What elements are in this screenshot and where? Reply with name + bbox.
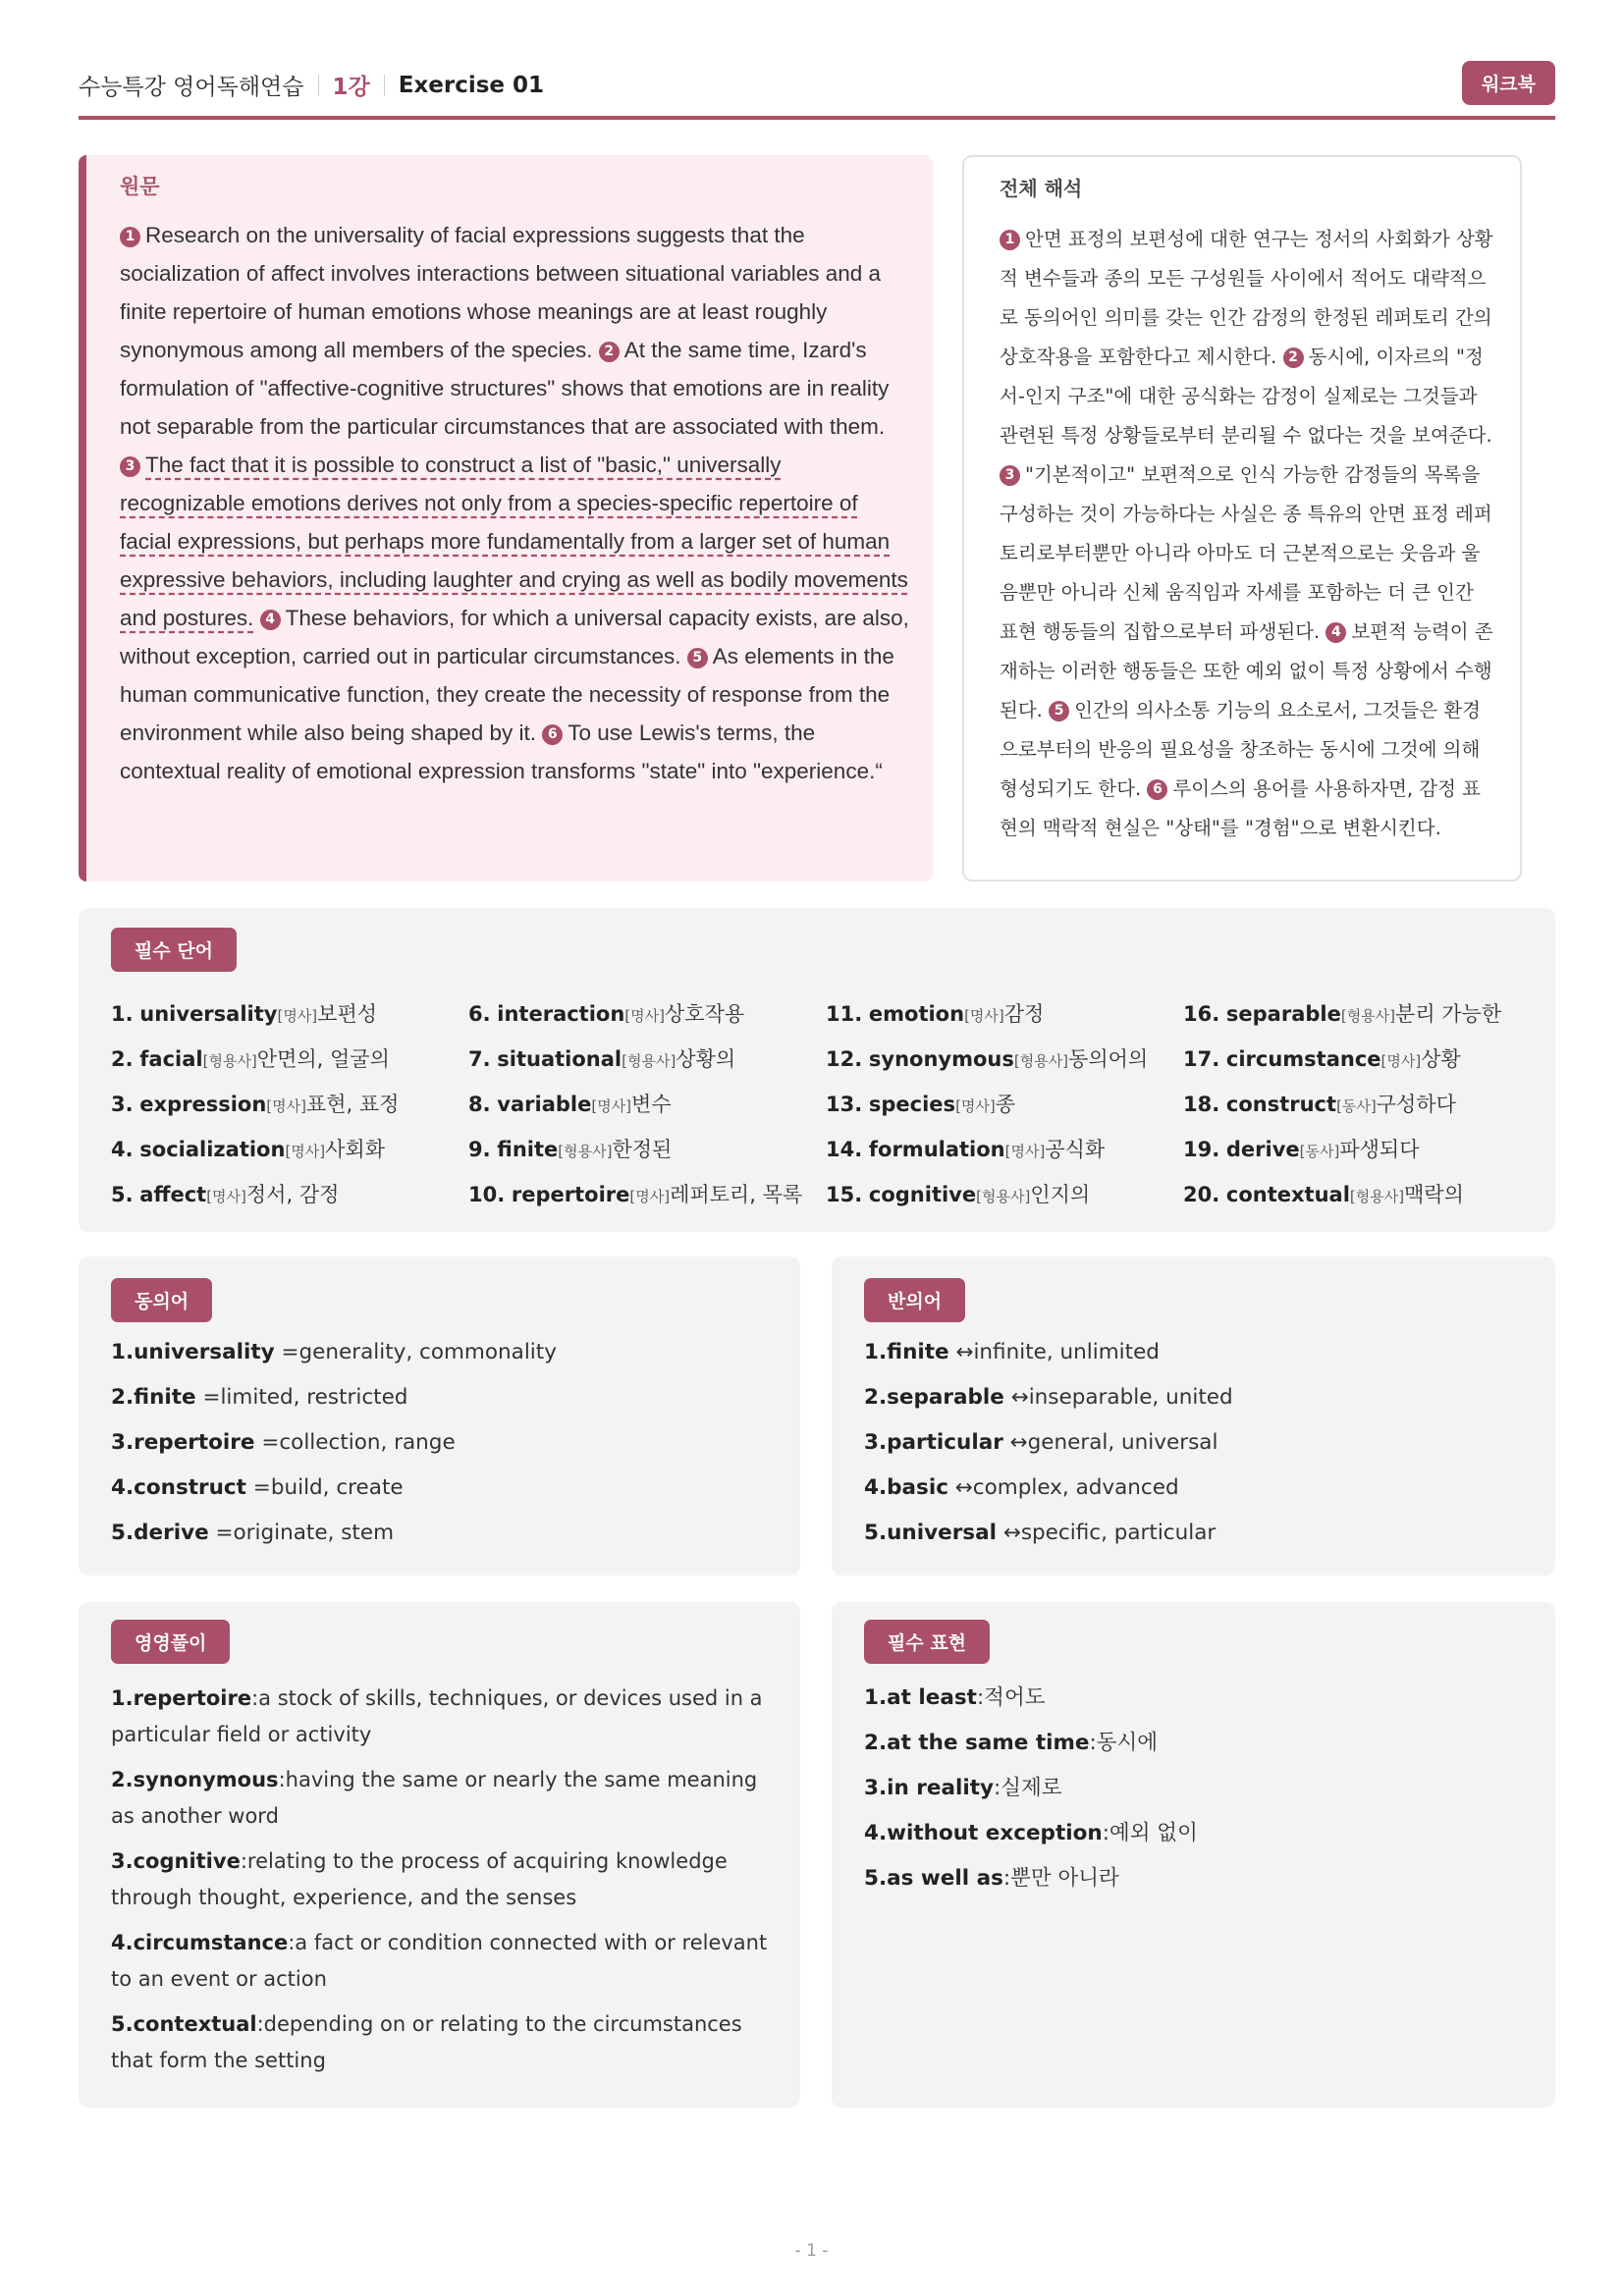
part-of-speech: [형용사] [1013,1052,1069,1070]
vocab-word: circumstance [1225,1047,1381,1071]
expressions-list [864,1681,1198,1906]
list-item [864,1861,1198,1906]
book-title: 수능특강 영어독해연습 [79,75,304,100]
vocab-item [468,1134,826,1179]
vocab-item [111,1179,468,1224]
term: 5.universal [864,1521,997,1545]
vocabulary-label: 필수 단어 [111,928,237,972]
sentence-number: 6 [1147,779,1167,800]
sentence-number: 1 [120,227,140,247]
sentence-number: 1 [1000,230,1020,250]
term-value: =limited, restricted [195,1385,408,1410]
term-value: ↔general, universal [1002,1430,1218,1455]
list-item [111,2006,779,2079]
vocab-meaning: 레퍼토리, 목록 [670,1183,803,1206]
sentence-number: 2 [599,342,620,362]
term: 5.derive [111,1521,209,1545]
part-of-speech: [형용사] [1340,1007,1396,1025]
vocab-word: 2. [111,1047,134,1071]
vocab-meaning: 감정 [1003,1002,1045,1026]
list-item [864,1385,1233,1430]
vocab-word: derive [1225,1138,1300,1161]
synonyms-list [111,1340,557,1566]
antonyms-section [832,1256,1555,1575]
part-of-speech: [명사] [964,1007,1004,1025]
lesson-number: 1강 [332,75,370,100]
expressions-label: 필수 표현 [864,1620,990,1664]
part-of-speech: [동사] [1336,1097,1377,1115]
page-header [79,61,1555,118]
vocab-meaning: 상호작용 [665,1002,745,1026]
underlined-sentence: The fact that it is possible to construct a list of "basic," universally recognizable emotions derives not only from a species-specific repertoire of facial expressions, but perhaps more fundamentally from a larger set of human expressive behaviors, including laughter and crying as well as bodily movements and postures. [120,453,908,630]
breadcrumb-divider [384,75,385,96]
term: 1.finite [864,1340,949,1364]
vocab-word: 12. [826,1047,863,1071]
vocab-item [468,1043,826,1089]
translation-panel [962,155,1522,881]
vocab-word: 9. [468,1138,491,1161]
term-value: ↔complex, advanced [947,1475,1179,1500]
list-item [864,1681,1198,1726]
vocab-meaning: 인지의 [1030,1183,1091,1206]
vocab-meaning: 파생되다 [1339,1138,1420,1161]
term-value: :depending on or relating to the circumstances that form the setting [111,2012,742,2072]
vocab-word: facial [139,1047,203,1071]
vocab-meaning: 상황 [1421,1047,1461,1071]
vocab-word: 18. [1183,1093,1220,1116]
vocab-item [826,1134,1183,1179]
term: 4.circumstance [111,1931,289,1954]
sentence: 안면 표정의 보편성에 대한 연구는 정서의 사회화가 상황적 변수들과 종의 모든 구성원들 사이에서 적어도 대략적으로 동의어인 의미를 갖는 인간 감정의 한정된 레퍼토리 간의 상호작용을 포함한다고 제시한다. [1000,228,1493,368]
term-value: ↔specific, particular [996,1521,1217,1545]
sentence: At the same time, Izard's formulation of "affective-cognitive structures" shows that emotions are in reality not separable from the particular circumstances that are associated with them. [120,338,890,439]
vocab-meaning: 한정된 [612,1138,673,1161]
term: 2.at the same time [864,1731,1090,1755]
vocab-word: 7. [468,1047,491,1071]
term: 5.as well as [864,1866,1003,1891]
term-value: :실제로 [994,1776,1062,1800]
term-value: ↔inseparable, united [1003,1385,1233,1410]
list-item [111,1475,557,1521]
vocab-meaning: 안면의, 얼굴의 [256,1047,390,1071]
translation-label: 전체 해석 [1000,177,1083,200]
vocab-item [826,998,1183,1043]
part-of-speech: [명사] [591,1097,632,1115]
part-of-speech: [명사] [629,1188,671,1205]
vocab-word: finite [497,1138,559,1161]
vocab-word: 15. [826,1183,863,1206]
vocab-word: contextual [1225,1183,1350,1206]
term: 3.particular [864,1430,1003,1455]
term: 1.repertoire [111,1686,252,1710]
list-item [864,1521,1233,1566]
vocab-meaning: 상황의 [676,1047,736,1071]
header-rule [79,116,1555,120]
vocab-item [468,998,826,1043]
vocab-item [826,1089,1183,1134]
original-passage [120,216,910,790]
vocab-meaning: 종 [995,1093,1016,1116]
sentence-number: 5 [1049,701,1069,721]
part-of-speech: [명사] [1380,1052,1422,1070]
vocabulary-section [79,908,1555,1232]
vocab-word: 19. [1183,1138,1220,1161]
vocab-meaning: 구성하다 [1376,1093,1456,1116]
vocab-meaning: 사회화 [325,1138,385,1161]
vocab-word: socialization [139,1138,286,1161]
part-of-speech: [명사] [277,1007,318,1025]
breadcrumb-divider [318,75,319,96]
term-value: =generality, commonality [274,1340,557,1364]
vocab-word: species [868,1093,956,1116]
synonyms-label: 동의어 [111,1278,212,1322]
list-item [111,1925,779,1998]
vocab-item [1183,998,1541,1043]
sentence-number: 2 [1283,347,1304,368]
vocab-item [111,1043,468,1089]
part-of-speech: [형용사] [622,1052,676,1070]
vocab-word: 5. [111,1183,134,1206]
list-item [864,1430,1233,1475]
vocab-word: 3. [111,1093,134,1116]
term: 4.without exception [864,1821,1103,1845]
term: 2.separable [864,1385,1004,1410]
sentence-number: 3 [1000,465,1020,486]
sentence: These behaviors, for which a universal capacity exists, are also, without exception, carried out in particular circumstances. [120,606,909,668]
sentence-number: 5 [687,648,708,668]
term-value: =originate, stem [208,1521,395,1545]
page-number: - 1 - [794,2241,829,2261]
vocab-item [111,998,468,1043]
vocab-item [1183,1134,1541,1179]
sentence: Research on the universality of facial expressions suggests that the socialization of affect involves interactions between situational variables and a finite repertoire of human emotions whose meanings are at least roughly synonymous among all members of the species. [120,223,882,362]
list-item [111,1843,779,1916]
vocab-word: 13. [826,1093,863,1116]
vocab-meaning: 정서, 감정 [245,1183,340,1206]
sentence-number: 4 [260,610,281,630]
vocab-word: 10. [468,1183,506,1206]
part-of-speech: [명사] [624,1007,665,1025]
part-of-speech: [형용사] [1349,1188,1405,1205]
exercise-title: Exercise 01 [398,72,545,98]
definitions-label: 영영풀이 [111,1620,230,1664]
workbook-badge: 워크북 [1462,61,1555,105]
vocab-meaning: 표현, 표정 [305,1093,400,1116]
vocab-item [468,1089,826,1134]
definitions-list [111,1681,779,2088]
vocab-word: separable [1225,1002,1341,1026]
sentence: 동시에, 이자르의 "정서-인지 구조"에 대한 공식화는 감정이 실제로는 그것들과 관련된 특정 상황들로부터 분리될 수 없다는 것을 보여준다. [1000,346,1492,447]
synonyms-section [79,1256,800,1575]
term: 5.contextual [111,2012,257,2036]
vocab-word: 11. [826,1002,863,1026]
vocab-word: 14. [826,1138,863,1161]
term-value: :예외 없이 [1102,1821,1198,1845]
term-value: :동시에 [1089,1731,1159,1755]
term-value: :having the same or nearly the same meaning as another word [111,1768,758,1828]
part-of-speech: [동사] [1299,1143,1340,1160]
definitions-section [79,1602,800,2108]
part-of-speech: [형용사] [202,1052,257,1070]
vocab-word: emotion [868,1002,965,1026]
sentence-number: 6 [542,724,563,745]
breadcrumb [79,69,544,101]
part-of-speech: [명사] [206,1188,246,1205]
vocab-word: universality [139,1002,278,1026]
list-item [111,1430,557,1475]
vocab-word: 8. [468,1093,491,1116]
antonyms-list [864,1340,1233,1566]
list-item [864,1771,1198,1816]
term: 4.basic [864,1475,948,1500]
list-item [864,1475,1233,1521]
sentence: 루이스의 용어를 사용하자면, 감정 표현의 맥락적 현실은 "상태"를 "경험"으로 변환시킨다. [1000,777,1482,839]
vocab-item [468,1179,826,1224]
list-item [111,1385,557,1430]
vocab-meaning: 동의어의 [1068,1047,1149,1071]
vocab-word: situational [497,1047,622,1071]
term: 3.cognitive [111,1849,241,1873]
vocabulary-grid [111,998,1544,1224]
vocab-word: expression [139,1093,267,1116]
part-of-speech: [형용사] [976,1188,1031,1205]
list-item [111,1681,779,1753]
term-value: :relating to the process of acquiring knowledge through thought, experience, and the senses [111,1849,728,1909]
part-of-speech: [명사] [955,1097,996,1115]
expressions-section [832,1602,1555,2108]
term: 4.construct [111,1475,246,1500]
term-value: :a fact or condition connected with or relevant to an event or action [111,1931,768,1991]
list-item [111,1762,779,1835]
part-of-speech: [명사] [266,1097,306,1115]
term: 2.finite [111,1385,196,1410]
vocab-item [111,1089,468,1134]
vocab-word: variable [497,1093,592,1116]
vocab-item [1183,1179,1541,1224]
vocab-item [1183,1043,1541,1089]
list-item [111,1521,557,1566]
vocab-word: formulation [868,1138,1005,1161]
original-text-panel [79,155,933,881]
vocab-item [111,1134,468,1179]
sentence: To use Lewis's terms, the contextual reality of emotional expression transforms "state" into "experience.“ [120,721,883,783]
sentence: 인간의 의사소통 기능의 요소로서, 그것들은 환경으로부터의 반응의 필요성을 창조하는 동시에 그것에 의해 형성되기도 한다. [1000,699,1482,800]
term-value: =build, create [245,1475,404,1500]
term-value: :적어도 [976,1685,1046,1710]
original-label: 원문 [120,175,160,198]
term-value: ↔infinite, unlimited [948,1340,1160,1364]
vocab-meaning: 보편성 [317,1002,378,1026]
vocab-word: cognitive [868,1183,977,1206]
sentence: "기본적이고" 보편적으로 인식 가능한 감정들의 목록을 구성하는 것이 가능하다는 사실은 종 특유의 안면 표정 레퍼토리로부터뿐만 아니라 아마도 더 근본적으로는 웃음과 울음뿐만 아니라 신체 움직임과 자세를 포함하는 더 큰 인간 표현 행동들의 집합으로부터 파생된다. [1000,463,1492,643]
vocab-word: affect [139,1183,207,1206]
part-of-speech: [형용사] [558,1143,613,1160]
list-item [111,1340,557,1385]
vocab-meaning: 분리 가능한 [1395,1002,1502,1026]
term: 1.universality [111,1340,275,1364]
sentence-number: 4 [1325,622,1346,643]
vocab-word: 1. [111,1002,134,1026]
vocab-word: 20. [1183,1183,1220,1206]
translation-passage [1000,220,1495,848]
vocab-word: 17. [1183,1047,1220,1071]
term: 3.in reality [864,1776,995,1800]
list-item [864,1726,1198,1771]
part-of-speech: [명사] [285,1143,326,1160]
term: 1.at least [864,1685,977,1710]
term: 3.repertoire [111,1430,255,1455]
vocab-word: 6. [468,1002,491,1026]
vocab-word: construct [1225,1093,1337,1116]
term-value: =collection, range [254,1430,456,1455]
vocab-word: 4. [111,1138,134,1161]
sentence: As elements in the human communicative function, they create the necessity of response from the environment while also being shaped by it. [120,644,894,745]
vocab-word: synonymous [868,1047,1014,1071]
sentence: 보편적 능력이 존재하는 이러한 행동들은 또한 예외 없이 특정 상황에서 수행된다. [1000,620,1493,721]
term-value: :뿐만 아니라 [1002,1866,1119,1891]
term-value: :a stock of skills, techniques, or devices used in a particular field or activity [111,1686,763,1746]
vocab-word: 16. [1183,1002,1220,1026]
part-of-speech: [명사] [1004,1143,1046,1160]
vocab-meaning: 맥락의 [1404,1183,1464,1206]
antonyms-label: 반의어 [864,1278,965,1322]
vocab-item [1183,1089,1541,1134]
accent-bar [79,155,86,881]
vocab-meaning: 공식화 [1045,1138,1106,1161]
list-item [864,1340,1233,1385]
vocab-meaning: 변수 [631,1093,672,1116]
vocab-word: repertoire [511,1183,630,1206]
sentence-number: 3 [120,456,140,477]
list-item [864,1816,1198,1861]
term: 2.synonymous [111,1768,279,1791]
vocab-word: interaction [497,1002,625,1026]
vocab-item [826,1043,1183,1089]
vocab-item [826,1179,1183,1224]
